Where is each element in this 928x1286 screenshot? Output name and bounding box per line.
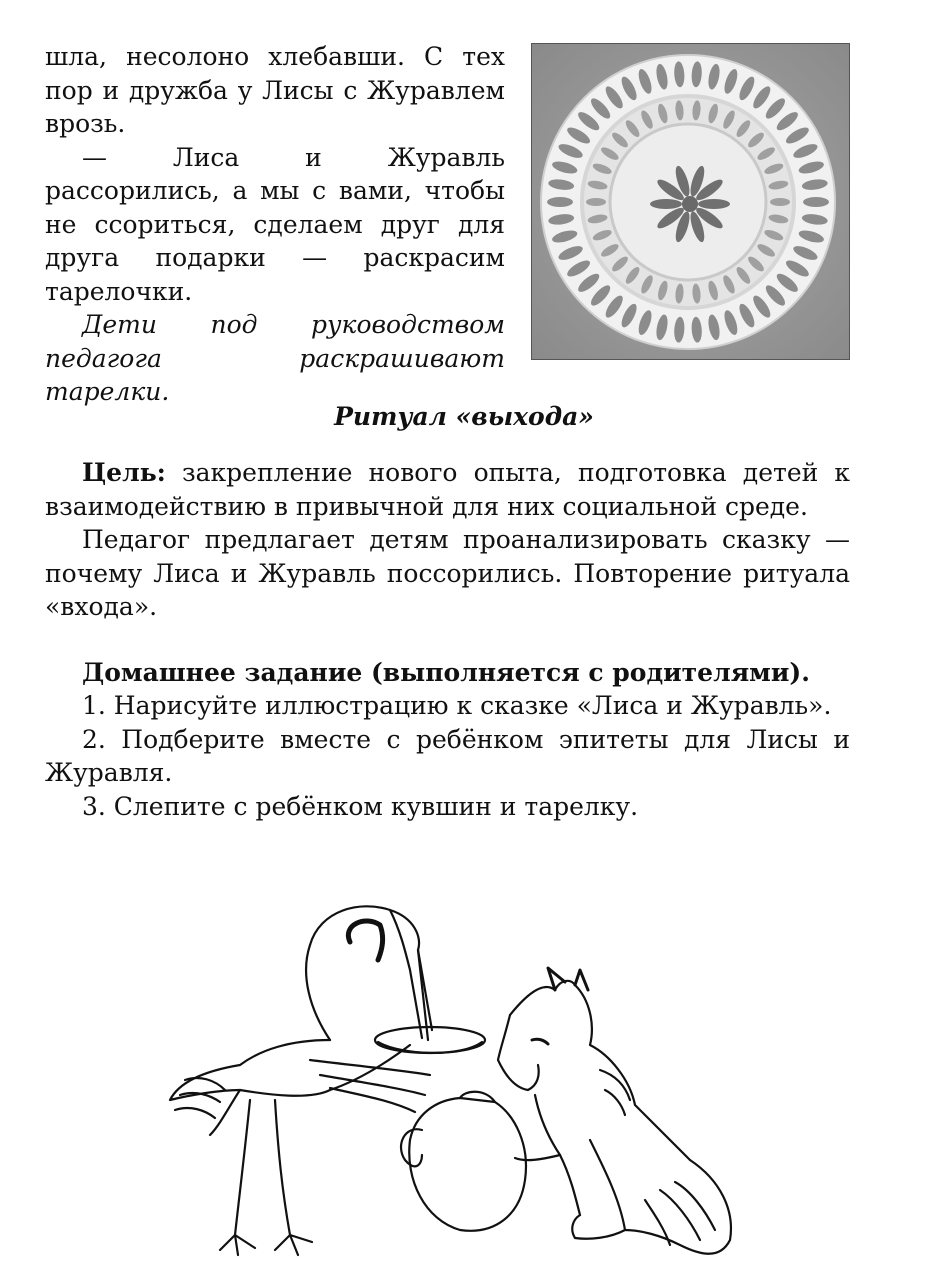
homework-title: Домашнее задание (выполняется с родителями). [82,657,810,687]
intro-text [45,40,505,409]
homework-item-2: 2. Подберите вместе с ребёнком эпитеты для Лисы и Журавля. [45,724,850,787]
section-body [45,456,850,823]
intro-stage-direction: Дети под руководством педагога раскрашивают тарелки. [45,310,505,406]
plate-petal [586,198,606,206]
homework-item-3: 3. Слепите с ребёнком кувшин и тарелку. [82,791,639,821]
intro-paragraph-2: — Лиса и Журавль рассорились, а мы с вами, чтобы не ссориться, сделаем друг для друга подарки — раскрасим тарелочки. [45,142,505,306]
goal-paragraph [45,456,850,523]
section-title: Ритуал «выхода» [334,402,594,431]
flower-petal [650,199,682,209]
crane-and-fox-illustration [160,890,760,1280]
plate-petal [547,197,573,207]
goal-label: Цель: [82,458,166,487]
homework-item-1: 1. Нарисуйте иллюстрацию к сказке «Лиса и Журавль». [82,691,832,720]
painted-plate-photo [531,43,850,360]
intro-paragraph-1: шла, несолоно хлебавши. С тех пор и дружба у Лисы с Журавлем врозь. [45,42,505,138]
teacher-paragraph: Педагог предлагает детям проанализировать сказку — почему Лиса и Журавль поссорились. Повторение ритуала «входа». [45,525,850,621]
flower-petal [698,199,730,209]
plate-petal [803,197,829,207]
plate-petal [770,198,790,206]
goal-text: закрепление нового опыта, подготовка детей к взаимодействию в привычной для них социальной среде. [45,458,850,521]
